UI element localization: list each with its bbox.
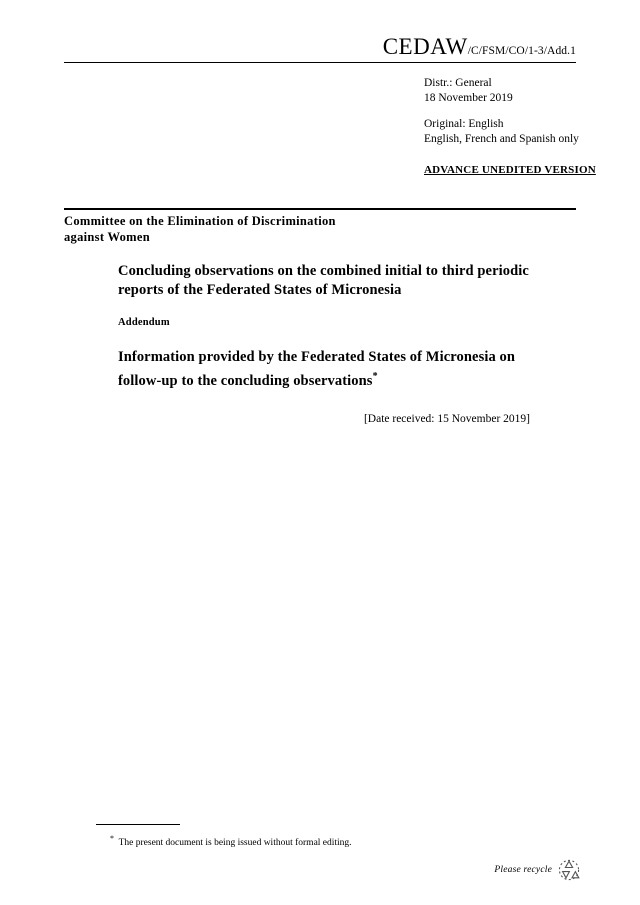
committee-divider xyxy=(64,208,576,210)
committee-name-line-1: Committee on the Elimination of Discrimination xyxy=(64,214,336,228)
original-language: Original: English xyxy=(424,118,504,130)
title-block xyxy=(118,262,558,425)
footnote-reference-marker: * xyxy=(372,371,378,382)
distribution-group xyxy=(424,76,624,106)
committee-name xyxy=(64,213,484,245)
document-symbol xyxy=(64,34,576,60)
recycle-label: Please recycle xyxy=(494,865,552,875)
recycle-icon xyxy=(556,857,582,883)
date-received: [Date received: 15 November 2019] xyxy=(363,412,530,425)
addendum-label: Addendum xyxy=(118,317,170,328)
document-subtitle-text: Information provided by the Federated States of Micronesia on follow-up to the concluding observations xyxy=(118,349,516,389)
language-group xyxy=(424,117,624,147)
document-date: 18 November 2019 xyxy=(424,92,513,104)
distribution-label: Distr.: General xyxy=(424,77,492,89)
footnote-divider xyxy=(96,824,180,825)
available-languages: English, French and Spanish only xyxy=(424,133,579,145)
recycle-mark xyxy=(494,857,582,883)
page-title: Concluding observations on the combined initial to third periodic reports of the Federated States of Micronesia xyxy=(118,263,529,298)
footnote-text: The present document is being issued without formal editing. xyxy=(118,838,352,849)
footnote xyxy=(110,832,530,850)
document-symbol-suffix: /C/FSM/CO/1-3/Add.1 xyxy=(467,45,576,57)
header-divider xyxy=(64,62,576,63)
footnote-marker: * xyxy=(110,834,114,843)
distribution-block xyxy=(424,76,624,158)
document-symbol-main: CEDAW xyxy=(382,34,468,59)
advance-unedited-version-note: ADVANCE UNEDITED VERSION xyxy=(424,164,596,176)
document-subtitle xyxy=(118,348,558,391)
committee-name-line-2: against Women xyxy=(64,230,150,244)
